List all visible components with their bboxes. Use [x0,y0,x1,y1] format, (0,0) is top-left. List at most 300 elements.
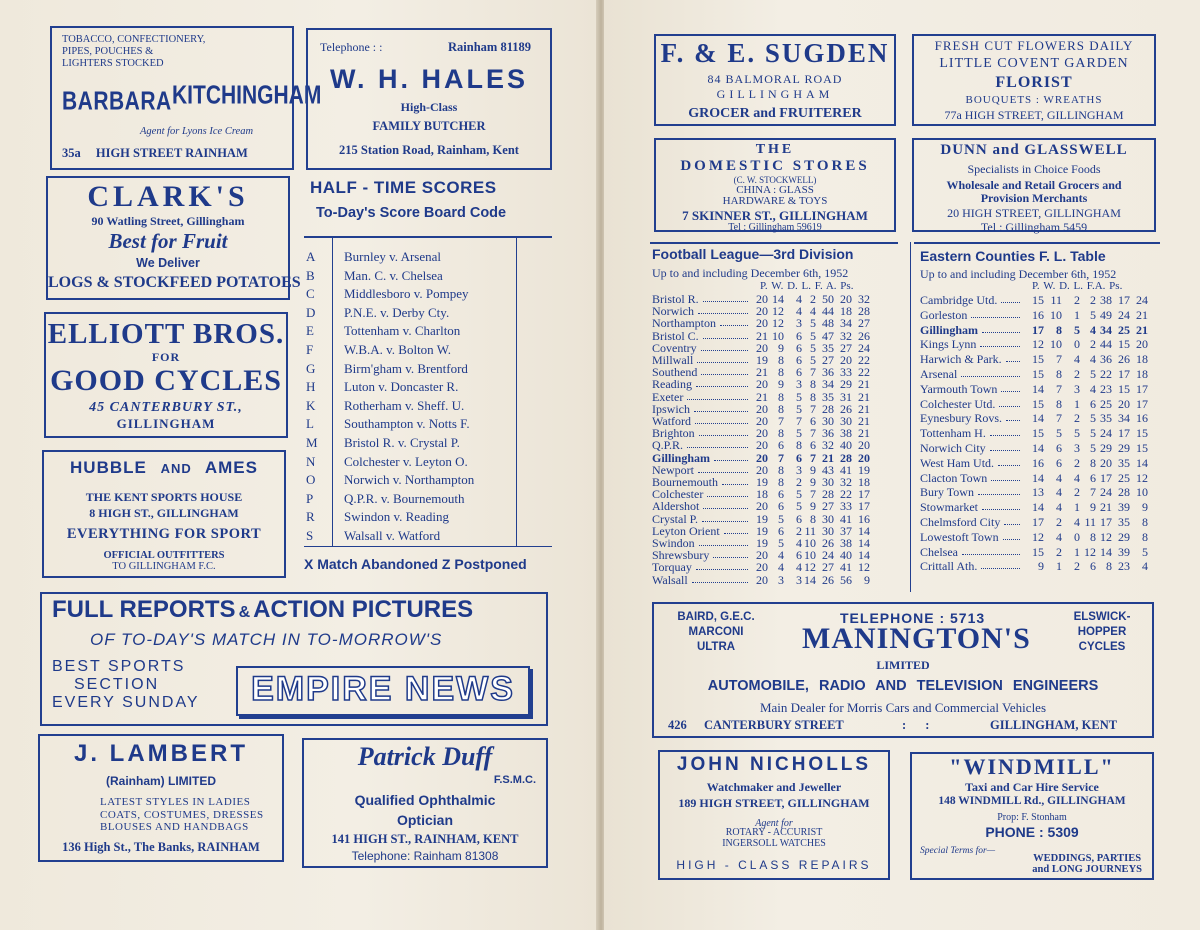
address: GILLINGHAM [116,416,216,431]
ad-line: Special Terms for— [920,846,996,856]
stat-cell: 7 [1090,485,1096,500]
address: 148 WINDMILL Rd., GILLINGHAM [938,795,1126,807]
stat-cell: 15 [1118,337,1130,352]
team-name: Crystal P. [652,511,699,526]
stat-cell: 17 [1032,515,1044,529]
halftime-match: Swindon v. Reading [344,509,449,525]
stat-cell: 7 [778,414,784,428]
stat-cell: 32 [822,438,834,453]
stat-cell: 8 [1106,559,1112,574]
business-name: MANINGTON'S [802,622,1031,655]
stat-cell: 4 [1090,322,1096,337]
leader-dots [1001,383,1020,392]
telephone: Tel : Gillingham 59619 [728,222,822,233]
stat-cell: 43 [822,462,834,477]
business-name: DUNN and GLASSWELL [940,142,1128,158]
leader-dots [962,546,1020,555]
stat-cell: 11 [1084,515,1096,529]
stat-cell: 21 [822,450,834,465]
ad-line: BAIRD, G.E.C. [677,611,755,623]
leader-dots [702,513,748,522]
stat-cell: 12 [858,560,870,575]
stat-cell: 6 [778,438,784,453]
team-name: Colchester [652,487,704,502]
table-row [920,427,1156,439]
stat-cell: 6 [796,328,802,343]
stat-cell: 14 [1032,500,1044,515]
stat-cell: 2 [796,523,802,538]
stat-cell: 44 [822,304,834,319]
stat-cell: 21 [1136,307,1148,322]
stat-cell: 15 [1032,544,1044,559]
stat-cell: 5 [796,426,802,441]
stat-cell: 6 [796,353,802,367]
table-row [652,513,892,525]
address: 77a HIGH STREET, GILLINGHAM [944,108,1124,122]
stat-cell: 20 [756,438,768,453]
ad-line: and LONG JOURNEYS [1032,863,1142,875]
leader-dots [1003,531,1020,540]
stat-cell: 7 [1056,352,1062,367]
stat-cell: 5 [1074,426,1080,441]
stat-cell: 21 [858,426,870,441]
stat-cell: 10 [1136,485,1148,500]
ad-line: LIGHTERS STOCKED [62,58,164,69]
ad-line: EVERYTHING FOR SPORT [66,526,262,542]
stat-cell: 4 [1056,470,1062,485]
stat-cell: 19 [756,511,768,526]
stat-cell: 4 [778,548,784,563]
ad-windmill [910,752,1154,880]
address: GILLINGHAM, KENT [990,718,1118,732]
stat-cell: 4 [796,536,802,550]
team-name: Reading [652,377,692,392]
ad-line: HIGH - CLASS REPAIRS [676,858,872,872]
leader-dots [694,403,748,412]
ad-line: THE [755,142,795,157]
stat-cell: 24 [1136,293,1148,307]
stat-cell: 39 [1118,500,1130,515]
score-column-divider [516,238,517,546]
halftime-table [306,248,516,544]
stat-cell: 7 [810,426,816,441]
business-name: AMES [204,458,258,477]
stat-cell: 6 [1090,396,1096,411]
stat-cell: 3 [796,377,802,392]
stat-cell: 8 [778,426,784,441]
stat-cell: 4 [1056,485,1062,500]
business-name: J. LAMBERT [74,740,248,767]
stat-cell: 6 [796,548,802,563]
stat-cell: 9 [778,377,784,392]
league-table [652,293,892,591]
team-name: Q.P.R. [652,438,684,453]
stat-cell: 4 [1074,470,1080,485]
team-name: Aldershot [652,499,700,514]
stat-cell: 20 [756,414,768,428]
stat-cell: 2 [1056,544,1062,559]
stat-cell: 24 [822,548,834,563]
stat-cell: 18 [1136,367,1148,381]
stat-cell: 36 [822,426,834,441]
ad-kitchingham [50,26,322,170]
leader-dots [714,452,748,461]
table-divider [910,242,911,592]
table-row [920,472,1156,484]
ad-line: Specialists in Choice Foods [967,162,1101,176]
halftime-match: Middlesboro v. Pompey [344,286,469,302]
ad-line: ULTRA [696,641,736,653]
address-number: 35a [62,146,81,160]
ad-line: CYCLES [1078,641,1126,653]
stat-cell: 20 [840,353,852,367]
stat-cell: 38 [1100,293,1112,307]
stat-cell: 35 [1118,515,1130,529]
business-name: Patrick Duff [357,742,493,771]
halftime-match: P.N.E. v. Derby Cty. [344,304,450,320]
stat-cell: 5 [810,328,816,343]
stat-cell: 4 [1142,559,1148,574]
stat-cell: 29 [1100,441,1112,455]
stat-cell: 14 [858,536,870,550]
stat-cell: 17 [1118,293,1130,307]
stat-cell: 16 [858,511,870,526]
logo-text: EMPIRE NEWS [251,670,515,708]
stat-cell: 7 [778,450,784,465]
stat-cell: 5 [1074,322,1080,337]
stat-cell: 5 [1090,367,1096,381]
stat-cell: 3 [1074,381,1080,396]
stat-cell: 14 [1032,470,1044,485]
leader-dots [724,525,748,534]
league-title: Football League—3rd Division [652,246,854,262]
stat-cell: 17 [1118,367,1130,381]
business-name: HUBBLE [70,458,147,477]
halftime-code: D [306,304,316,320]
league-subtitle: Up to and including December 6th, 1952 [652,266,849,280]
stat-cell: 14 [1032,381,1044,396]
stat-cell: 6 [796,365,802,380]
ad-line: LATEST STYLES IN LADIES [100,796,251,808]
stat-cell: 16 [1032,307,1044,322]
stat-cell: 8 [796,438,802,453]
ad-line: (C. W. STOCKWELL) [733,175,817,185]
stat-cell: 6 [1056,455,1062,470]
team-name: Chelsea [920,544,958,559]
stat-cell: 4 [1074,515,1080,529]
halftime-code: S [306,528,314,543]
business-name-last: KITCHINGHAM [172,81,322,110]
stat-cell: 20 [756,304,768,319]
team-name: Shrewsbury [652,548,710,563]
stat-cell: 41 [840,462,852,477]
table-row [920,353,1156,365]
stat-cell: 6 [778,487,784,502]
stat-cell: 4 [1090,381,1096,396]
table-row [920,531,1156,543]
halftime-match: Walsall v. Watford [344,528,441,543]
stat-cell: 2 [1090,293,1096,307]
stat-cell: 15 [1032,396,1044,411]
stat-cell: 4 [796,304,802,319]
ad-line: HARDWARE & TOYS [722,195,828,207]
stat-cell: 12 [1136,470,1148,485]
leader-dots [699,427,748,436]
address: 20 HIGH STREET, GILLINGHAM [947,206,1121,220]
stat-cell: 20 [756,292,768,306]
stat-cell: 4 [796,560,802,575]
stat-cell: 1 [1074,544,1080,559]
ad-line: BEST SPORTS [52,658,186,675]
team-name: Ipswich [652,401,690,416]
ad-empire-news [40,592,548,726]
stat-cell: 31 [840,389,852,404]
table-row [920,383,1156,395]
ad-line: BOUQUETS : WREATHS [965,94,1103,106]
stat-cell: 27 [840,340,852,355]
halftime-match: Tottenham v. Charlton [344,323,461,339]
stat-cell: 21 [858,389,870,404]
leader-dots [696,561,748,570]
leader-dots [707,488,748,497]
stat-cell: 33 [840,365,852,380]
stat-cell: 32 [840,475,852,489]
ad-line: MARCONI [688,626,744,638]
stat-cell: 19 [858,462,870,477]
team-name: Gillingham [920,322,979,337]
stat-cell: 15 [1032,426,1044,441]
stat-cell: 27 [858,316,870,331]
eastern-table [920,294,1156,578]
leader-dots [971,309,1020,318]
stat-cell: 28 [840,450,852,465]
team-name: Bournemouth [652,475,718,489]
stat-cell: 15 [1136,426,1148,441]
table-row [652,439,892,451]
halftime-subtitle: To-Day's Score Board Code [316,205,507,221]
stat-cell: 20 [840,292,852,306]
ad-line: FAMILY BUTCHER [372,119,486,133]
stat-cell: 20 [1136,337,1148,352]
ad-line: AND [160,461,192,476]
stat-cell: 19 [756,475,768,489]
team-name: Cambridge Utd. [920,293,998,307]
stat-cell: 24 [858,340,870,355]
address: 45 CANTERBURY ST., [89,400,243,415]
stat-cell: 2 [1074,485,1080,500]
business-name: JOHN NICHOLLS [676,754,872,775]
telephone-number: Rainham 81189 [448,40,532,54]
stat-cell: 2 [1074,293,1080,307]
ad-line: FLORIST [995,74,1073,91]
address-number: 426 [668,718,687,732]
stat-cell: 17 [1032,322,1044,337]
table-row [920,457,1156,469]
stat-cell: 25 [1118,322,1130,337]
stat-cell: 5 [796,487,802,502]
business-name: ELLIOTT BROS. [47,318,285,350]
ad-line: Watchmaker and Jeweller [706,780,842,794]
team-name: Newport [652,462,694,477]
stat-cell: 17 [1100,470,1112,485]
stat-cell: 0 [1074,337,1080,352]
ad-line: EVERY SUNDAY [52,694,200,711]
stat-cell: 20 [756,316,768,331]
stat-cell: 25 [1100,396,1112,411]
stat-cell: 14 [858,548,870,563]
stat-cell: 28 [858,304,870,319]
stat-cell: 10 [804,536,816,550]
stat-cell: 19 [756,353,768,367]
divider [304,546,552,547]
business-name-first: BARBARA [62,87,172,116]
stat-cell: 22 [858,365,870,380]
agent-note: Agent for Lyons Ice Cream [140,126,254,137]
stat-cell: 23 [1118,559,1130,574]
stat-cell: 6 [796,450,802,465]
stat-cell: 1 [1056,559,1062,574]
stat-cell: 29 [1118,529,1130,544]
halftime-match: Bristol R. v. Crystal P. [344,435,460,450]
stat-cell: 6 [1090,559,1096,574]
stat-cell: 40 [840,548,852,563]
team-name: Eynesbury Rovs. [920,411,1002,426]
stat-cell: 2 [1074,411,1080,426]
stat-cell: 14 [1136,455,1148,470]
halftime-match: W.B.A. v. Bolton W. [344,342,452,357]
table-row [652,452,892,464]
stat-cell: 10 [772,328,784,343]
stat-cell: 24 [1100,485,1112,500]
stat-cell: 20 [756,377,768,392]
ad-domestic-stores [654,138,896,232]
stat-cell: 5 [1090,411,1096,426]
eastern-title: Eastern Counties F. L. Table [920,248,1106,264]
stat-cell: 10 [1050,337,1062,352]
stat-cell: 14 [858,523,870,538]
stat-cell: 22 [858,353,870,367]
leader-dots [981,560,1020,569]
stat-cell: 27 [822,499,834,514]
business-name: "WINDMILL" [949,754,1115,779]
stat-cell: 28 [822,401,834,416]
stat-cell: 7 [810,365,816,380]
stat-cell: 4 [1056,500,1062,515]
table-row [920,338,1156,350]
address: 8 HIGH ST., GILLINGHAM [89,506,239,520]
team-name: Watford [652,414,692,428]
table-row [652,317,892,329]
team-name: Bristol C. [652,328,699,343]
stat-cell: 15 [1032,352,1044,367]
stat-cell: 20 [756,560,768,575]
address: 7 SKINNER ST., GILLINGHAM [682,208,868,223]
stat-cell: 7 [810,450,816,465]
ad-sugden [654,34,896,126]
stat-cell: 24 [1100,426,1112,441]
stat-cell: 21 [858,414,870,428]
address: 90 Watling Street, Gillingham [91,214,245,228]
halftime-match: Southampton v. Notts F. [344,416,470,432]
leader-dots [692,574,748,583]
ad-line: WEDDINGS, PARTIES [1033,853,1142,864]
stat-cell: 18 [1136,352,1148,367]
stat-cell: 17 [858,499,870,514]
stat-cell: 14 [1100,544,1112,559]
ad-headline: ACTION PICTURES [253,596,474,623]
stat-cell: 6 [1090,470,1096,485]
stat-cell: 7 [796,414,802,428]
address: HIGH STREET RAINHAM [95,146,248,160]
divider [914,242,1160,244]
stat-cell: 44 [1100,337,1112,352]
halftime-code: M [306,435,318,450]
table-row [920,516,1156,528]
stat-cell: 38 [840,536,852,550]
table-row [920,398,1156,410]
stat-cell: 1 [1074,307,1080,322]
stat-cell: 23 [1100,381,1112,396]
stat-cell: 4 [778,560,784,575]
stat-cell: 5 [1090,426,1096,441]
stat-cell: 8 [1142,515,1148,529]
stat-cell: 30 [822,414,834,428]
leader-dots [687,391,748,400]
stat-cell: 39 [1118,544,1130,559]
stat-cell: 4 [796,292,802,306]
business-name: F. & E. SUGDEN [660,38,890,68]
leader-dots [722,476,748,485]
stat-cell: 4 [1056,529,1062,544]
ad-line: LITTLE COVENT GARDEN [939,56,1129,71]
stat-cell: 4 [1090,352,1096,367]
stat-cell: 8 [778,365,784,380]
stat-cell: 12 [1032,337,1044,352]
stat-cell: 10 [804,548,816,563]
stat-cell: 12 [772,316,784,331]
halftime-match: Norwich v. Northampton [344,472,475,488]
ad-line: OFFICIAL OUTFITTERS [103,550,225,561]
empire-news-logo [236,666,530,716]
stat-cell: 27 [822,560,834,575]
stat-cell: 19 [756,523,768,538]
address: 84 BALMORAL ROAD [707,72,843,86]
stat-cell: 9 [810,462,816,477]
stat-cell: 29 [1118,441,1130,455]
leader-dots [713,549,748,558]
ad-line: TOBACCO, CONFECTIONERY, [62,34,206,45]
stat-cell: 14 [772,292,784,306]
team-name: Southend [652,365,698,380]
address: 189 HIGH STREET, GILLINGHAM [678,796,870,810]
ad-line: Prop: F. Stonham [997,812,1067,823]
stat-cell: 11 [804,523,816,538]
stat-cell: 8 [810,511,816,526]
team-name: Torquay [652,560,692,575]
ad-line: FOR [151,350,181,364]
halftime-code: B [306,267,315,283]
leader-dots [695,415,748,424]
halftime-code: K [306,397,316,413]
stat-cell: 8 [1056,322,1062,337]
stat-cell: 17 [1100,515,1112,529]
stat-cell: 3 [778,572,784,587]
eastern-subtitle: Up to and including December 6th, 1952 [920,267,1117,281]
address: 141 HIGH ST., RAINHAM, KENT [331,832,519,846]
ad-patrick-duff [302,738,548,868]
stat-cell: 5 [778,511,784,526]
stat-cell: 2 [796,475,802,489]
